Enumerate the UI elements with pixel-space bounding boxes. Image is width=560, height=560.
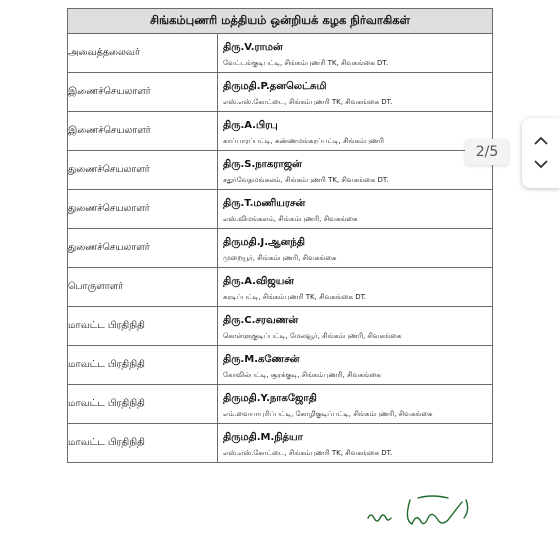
person-name: திரு.M.கணேசன்	[223, 353, 300, 365]
person-address: காப்பாரப்பட்டி, கண்ணமங்கரப்பட்டி, சிங்கம்புணரி	[223, 136, 384, 145]
person-cell	[218, 73, 493, 112]
person-name: திரு.A.பிரபு	[223, 119, 278, 131]
person-name: திரு.A.விஜயன்	[223, 275, 294, 287]
role-cell: துணைச்செயலாளர்	[68, 151, 218, 190]
person-address: எஸ்.எஸ்.கோட்டை, சிங்கம்புணரி TK, சிவகங்கை DT.	[223, 448, 393, 457]
table-row	[68, 112, 493, 151]
person-cell	[218, 34, 493, 73]
person-cell	[218, 385, 493, 424]
table-row	[68, 346, 493, 385]
table-row	[68, 151, 493, 190]
table-title: சிங்கம்புணரி மத்தியம் ஒன்றியக் கழக நிர்வாகிகள்	[68, 9, 493, 34]
table-row	[68, 268, 493, 307]
person-cell	[218, 151, 493, 190]
table-body	[68, 34, 493, 463]
role-cell: மாவட்ட பிரதிநிதி	[68, 385, 218, 424]
table-row	[68, 385, 493, 424]
person-cell	[218, 190, 493, 229]
person-name: திருமதி.Y.நாகஜோதி	[223, 392, 317, 404]
person-address: எஸ்.எஸ்.கோட்டை, சிங்கம்புணரி TK, சிவகங்கை DT.	[223, 97, 393, 106]
table-row	[68, 229, 493, 268]
table-row	[68, 424, 493, 463]
person-name: திருமதி.M.நித்யா	[223, 431, 303, 443]
role-cell: அவைத்தலைவர்	[68, 34, 218, 73]
person-address: முறையூர், சிங்கம்புணரி, சிவகங்கை	[223, 253, 337, 262]
role-cell: துணைச்செயலாளர்	[68, 229, 218, 268]
person-cell	[218, 307, 493, 346]
person-cell	[218, 229, 493, 268]
role-cell: மாவட்ட பிரதிநிதி	[68, 307, 218, 346]
table-row	[68, 34, 493, 73]
person-name: திருமதி.J.ஆனந்தி	[223, 236, 305, 248]
page-navigation	[522, 118, 560, 188]
person-name: திருமதி.P.தனலெட்சுமி	[223, 80, 327, 92]
role-cell: துணைச்செயலாளர்	[68, 190, 218, 229]
person-cell	[218, 424, 493, 463]
person-name: திரு.C.சரவணன்	[223, 314, 299, 326]
person-name: திரு.T.மணியரசன்	[223, 197, 306, 209]
person-address: எம்.வையாபுரிப்பட்டி, கோழிகுடிப்பட்டி, சிங்கம்புணரி, சிவகங்கை	[223, 409, 433, 418]
chevron-up-icon[interactable]	[531, 130, 551, 150]
handwritten-signature	[362, 488, 482, 538]
person-address: கரடிப்பட்டி, சிங்கம்புணரி TK, சிவகங்கை DT.	[223, 292, 367, 301]
role-cell: இணைச்செயலாளர்	[68, 73, 218, 112]
role-cell: பொருளாளர்	[68, 268, 218, 307]
person-address: சதுர்வேதமங்கலம், சிங்கம்புணரி TK, சிவகங்கை DT.	[223, 175, 389, 184]
person-address: வேட்டங்குடிபட்டி, சிங்கம்புணரி TK, சிவகங்கை DT.	[223, 58, 389, 67]
role-cell: மாவட்ட பிரதிநிதி	[68, 424, 218, 463]
person-cell	[218, 112, 493, 151]
office-bearers-table	[67, 8, 493, 463]
table-row	[68, 73, 493, 112]
person-cell	[218, 268, 493, 307]
table-row	[68, 190, 493, 229]
table-header-row	[68, 9, 493, 34]
table-row	[68, 307, 493, 346]
person-address: கொள்ளுகுடிப்பட்டி, மேலவூர், சிங்கம்புணரி, சிவகங்கை	[223, 331, 402, 340]
person-cell	[218, 346, 493, 385]
person-name: திரு.V.ராமன்	[223, 41, 283, 53]
chevron-down-icon[interactable]	[531, 154, 551, 174]
person-address: எஸ்.விமங்கலம், சிங்கம்புணரி, சிவகங்கை	[223, 214, 358, 223]
person-name: திரு.S.நாகராஜன்	[223, 158, 302, 170]
role-cell: இணைச்செயலாளர்	[68, 112, 218, 151]
person-address: கோவில்பட்டி, சூரக்குடி, சிங்கம்புணரி, சிவகங்கை	[223, 370, 381, 379]
role-cell: மாவட்ட பிரதிநிதி	[68, 346, 218, 385]
page-indicator: 2/5	[465, 139, 509, 165]
